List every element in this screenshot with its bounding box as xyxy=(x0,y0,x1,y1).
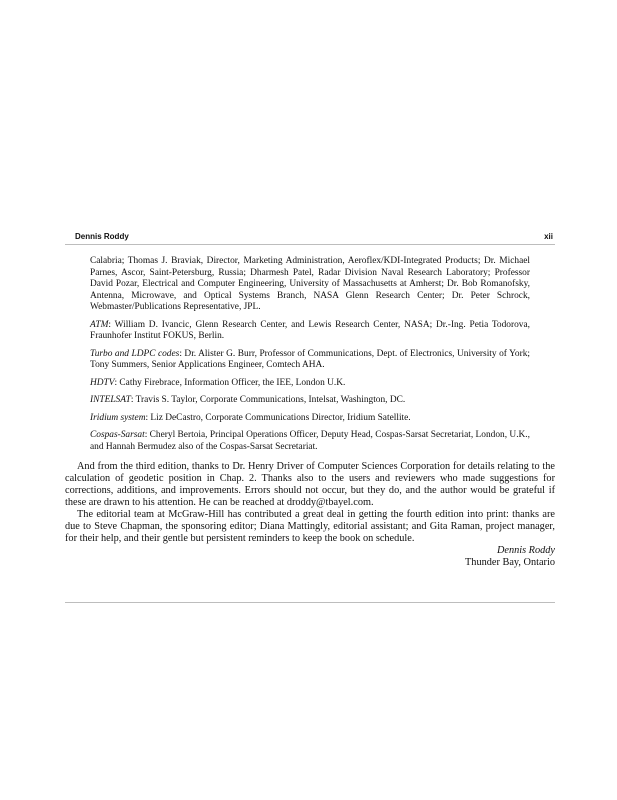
ack-entry-continued: Calabria; Thomas J. Braviak, Director, Marketing Administration, Aeroflex/KDI-Integrated Products; Dr. Michael Parnes, Ascor, Saint-Petersburg, Russia; Dharmesh Patel, Radar Division Naval Research Laboratory; Professor David Pozar, Electrical and Computer Engineering, University of Massachusetts at Amherst; Dr. Bob Romanofsky, Antenna, Microwave, and Optical Systems Branch, NASA Glenn Research Center; Dr. Peter Schrock, Webmaster/Publications Representative, JPL. xyxy=(90,256,530,312)
body-paragraph: And from the third edition, thanks to Dr. Henry Driver of Computer Sciences Corporation for details relating to the calculation of geodetic position in Chap. 2. Thanks also to the users and reviewers who made suggestions for corrections, additions, and improvements. Errors should not occur, but they do, and the author would be grateful if these are drawn to his attention. He can be reached at droddy@tbayel.com. xyxy=(65,461,555,508)
ack-topic: ATM xyxy=(90,319,109,330)
body-text xyxy=(65,461,555,569)
ack-text: : Travis S. Taylor, Corporate Communications, Intelsat, Washington, DC. xyxy=(130,395,406,405)
ack-text: : Dr. Alister G. Burr, Professor of Communications, Dept. of Electronics, University of York; Tony Summers, Senior Applications Engineer, Comtech AHA. xyxy=(90,348,530,370)
ack-topic: INTELSAT xyxy=(90,395,131,405)
ack-entry-iridium xyxy=(90,413,530,425)
acknowledgments-list xyxy=(90,256,530,459)
ack-text: : Cheryl Bertoia, Principal Operations Officer, Deputy Head, Cospas-Sarsat Secretariat, London, U.K., and Hannah Bermudez also of the Cospas-Sarsat Secretariat. xyxy=(90,430,530,452)
header-author: Dennis Roddy xyxy=(75,232,129,241)
ack-topic: HDTV xyxy=(90,377,115,388)
ack-entry-turbo-ldpc xyxy=(90,349,530,372)
ack-text: : Cathy Firebrace, Information Officer, the IEE, London U.K. xyxy=(114,377,346,388)
ack-topic: Cospas-Sarsat xyxy=(90,430,145,440)
ack-topic: Turbo and LDPC codes xyxy=(90,348,180,359)
header-page-number: xii xyxy=(544,232,553,241)
ack-entry-hdtv xyxy=(90,378,530,390)
ack-text: : William D. Ivancic, Glenn Research Center, and Lewis Research Center, NASA; Dr.-Ing. Petia Todorova, Fraunhofer Institut FOKUS, Berlin. xyxy=(90,319,530,341)
ack-entry-cospas-sarsat xyxy=(90,430,530,453)
footer-rule xyxy=(65,602,555,603)
ack-topic: Iridium system xyxy=(90,412,146,423)
header-rule xyxy=(65,244,555,245)
ack-entry-intelsat xyxy=(90,395,530,407)
signature-location: Thunder Bay, Ontario xyxy=(465,557,555,568)
ack-entry-atm xyxy=(90,320,530,343)
body-paragraph: The editorial team at McGraw-Hill has contributed a great deal in getting the fourth edition into print: thanks are due to Steve Chapman, the sponsoring editor; Diana Mattingly, editorial assistant; and Gita Raman, project manager, for their help, and their gentle but persistent reminders to keep the book on schedule. xyxy=(65,509,555,544)
signature-name: Dennis Roddy xyxy=(496,545,555,556)
ack-text: : Liz DeCastro, Corporate Communications Director, Iridium Satellite. xyxy=(145,412,411,423)
